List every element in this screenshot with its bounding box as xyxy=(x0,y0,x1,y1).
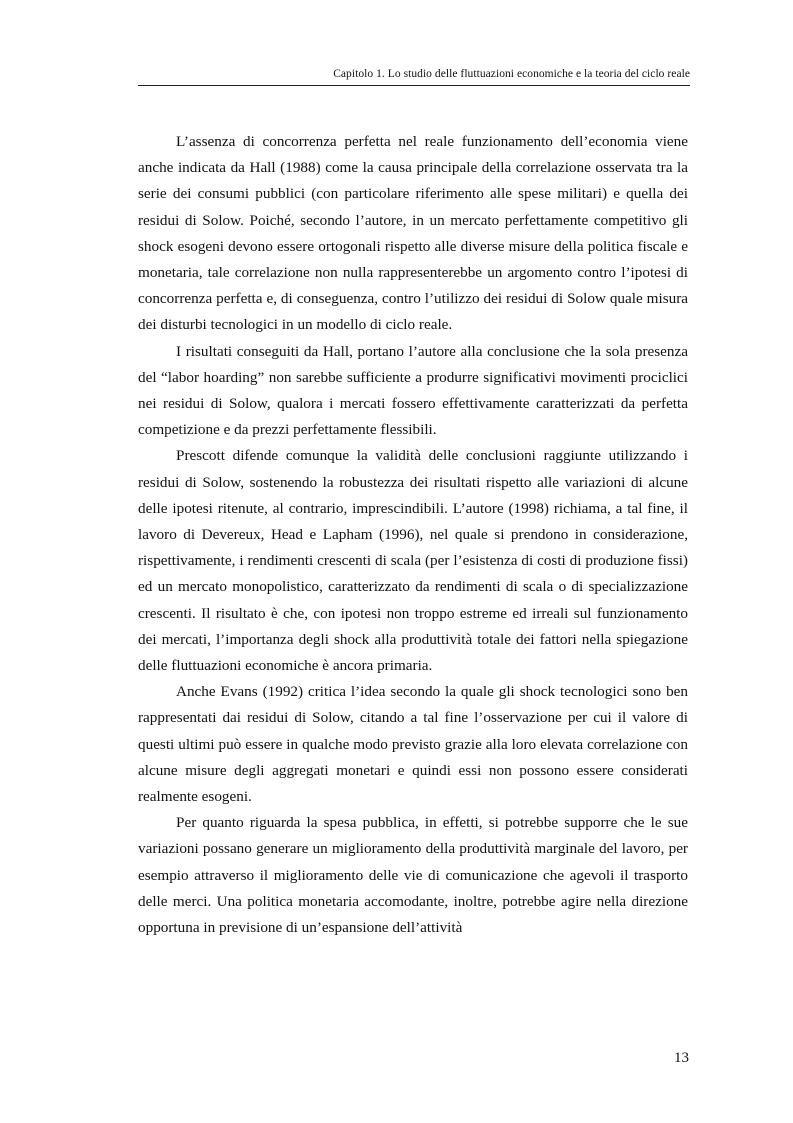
paragraph-3: Prescott difende comunque la validità delle conclusioni raggiunte utilizzando i residui di Solow, sostenendo la robustezza dei risultati rispetto alle variazioni di alcune delle ipotesi ritenute, al contrario, imprescindibili. L’autore (1998) richiama, a tal fine, il lavoro di Devereux, Head e Lapham (1996), nel quale si prendono in considerazione, rispettivamente, i rendimenti crescenti di scala (per l’esistenza di costi di produzione fissi) ed un mercato monopolistico, caratterizzato da rendimenti di scala o di specializzazione crescenti. Il risultato è che, con ipotesi non troppo estreme ed irreali sul funzionamento dei mercati, l’importanza degli shock alla produttività totale dei fattori nella spiegazione delle fluttuazioni economiche è ancora primaria. xyxy=(138,447,688,675)
paragraph-2: I risultati conseguiti da Hall, portano l’autore alla conclusione che la sola presenza del “labor hoarding” non sarebbe sufficiente a produrre significativi movimenti prociclici nei residui di Solow, qualora i mercati fossero effettivamente caratterizzati da perfetta competizione e da prezzi perfettamente flessibili. xyxy=(138,342,688,439)
page-number: 13 xyxy=(674,1050,689,1066)
body-text xyxy=(138,129,688,941)
paragraph-4: Anche Evans (1992) critica l’idea secondo la quale gli shock tecnologici sono ben rappresentati dai residui di Solow, citando a tal fine l’osservazione per cui il valore di questi ultimi può essere in qualche modo previsto grazie alla loro elevata correlazione con alcune misure degli aggregati monetari e quindi essi non possono essere considerati realmente esogeni. xyxy=(138,683,688,806)
paragraph-5: Per quanto riguarda la spesa pubblica, in effetti, si potrebbe supporre che le sue variazioni possano generare un miglioramento della produttività marginale del lavoro, per esempio attraverso il miglioramento delle vie di comunicazione che agevoli il trasporto delle merci. Una politica monetaria accomodante, inoltre, potrebbe agire nella direzione opportuna in previsione di un’espansione dell’attività xyxy=(138,814,688,937)
running-header: Capitolo 1. Lo studio delle fluttuazioni economiche e la teoria del ciclo reale xyxy=(138,66,690,86)
paragraph-1: L’assenza di concorrenza perfetta nel reale funzionamento dell’economia viene anche indicata da Hall (1988) come la causa principale della correlazione osservata tra la serie dei consumi pubblici (con particolare riferimento alle spese militari) e quella dei residui di Solow. Poiché, secondo l’autore, in un mercato perfettamente competitivo gli shock esogeni devono essere ortogonali rispetto alle diverse misure della politica fiscale e monetaria, tale correlazione non nulla rappresenterebbe un argomento contro l’ipotesi di concorrenza perfetta e, di conseguenza, contro l’utilizzo dei residui di Solow quale misura dei disturbi tecnologici in un modello di ciclo reale. xyxy=(138,133,688,334)
